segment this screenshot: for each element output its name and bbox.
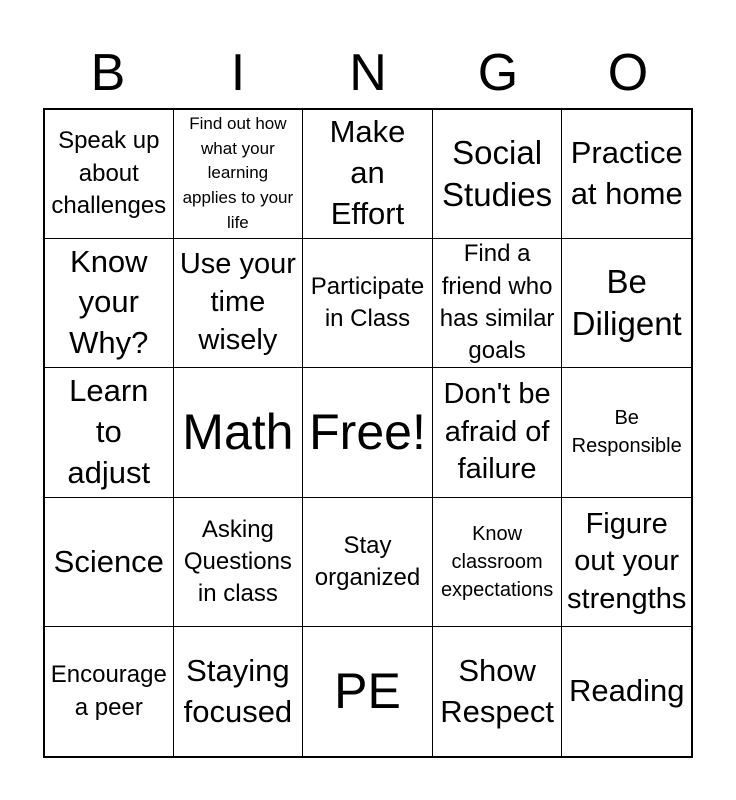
bingo-cell[interactable]: Find a friend who has similar goals: [432, 238, 563, 369]
header-letter-i: I: [230, 44, 246, 102]
bingo-cell[interactable]: Learn to adjust: [44, 367, 174, 498]
bingo-cell[interactable]: Know your Why?: [44, 238, 174, 369]
bingo-cell[interactable]: Math: [173, 367, 304, 498]
bingo-cell[interactable]: Social Studies: [432, 109, 563, 239]
bingo-cell[interactable]: Find out how what your learning applies to your life: [173, 109, 304, 239]
header-letter-b: B: [90, 44, 126, 102]
bingo-cell[interactable]: Stay organized: [302, 497, 433, 628]
bingo-cell[interactable]: Speak up about challenges: [44, 109, 174, 239]
bingo-cell[interactable]: Science: [44, 497, 174, 628]
bingo-cell[interactable]: Make an Effort: [302, 109, 433, 239]
bingo-header: [43, 38, 693, 108]
bingo-cell[interactable]: Know classroom expectations: [432, 497, 563, 628]
bingo-cell[interactable]: Encourage a peer: [44, 626, 174, 757]
bingo-cell[interactable]: Be Diligent: [561, 238, 692, 369]
bingo-cell[interactable]: Participate in Class: [302, 238, 433, 369]
bingo-cell[interactable]: Don't be afraid of failure: [432, 367, 563, 498]
bingo-cell[interactable]: Be Responsible: [561, 367, 692, 498]
bingo-cell[interactable]: Asking Questions in class: [173, 497, 304, 628]
bingo-cell[interactable]: Use your time wisely: [173, 238, 304, 369]
bingo-cell[interactable]: PE: [302, 626, 433, 757]
header-letter-n: N: [349, 44, 387, 102]
bingo-cell[interactable]: Show Respect: [432, 626, 563, 757]
bingo-cell[interactable]: Practice at home: [561, 109, 692, 239]
bingo-cell[interactable]: Figure out your strengths: [561, 497, 692, 628]
header-letter-o: O: [607, 44, 649, 102]
bingo-grid: [43, 108, 693, 758]
bingo-cell[interactable]: Staying focused: [173, 626, 304, 757]
bingo-cell[interactable]: Reading: [561, 626, 692, 757]
header-letter-g: G: [477, 44, 519, 102]
bingo-cell-free[interactable]: Free!: [302, 367, 433, 498]
